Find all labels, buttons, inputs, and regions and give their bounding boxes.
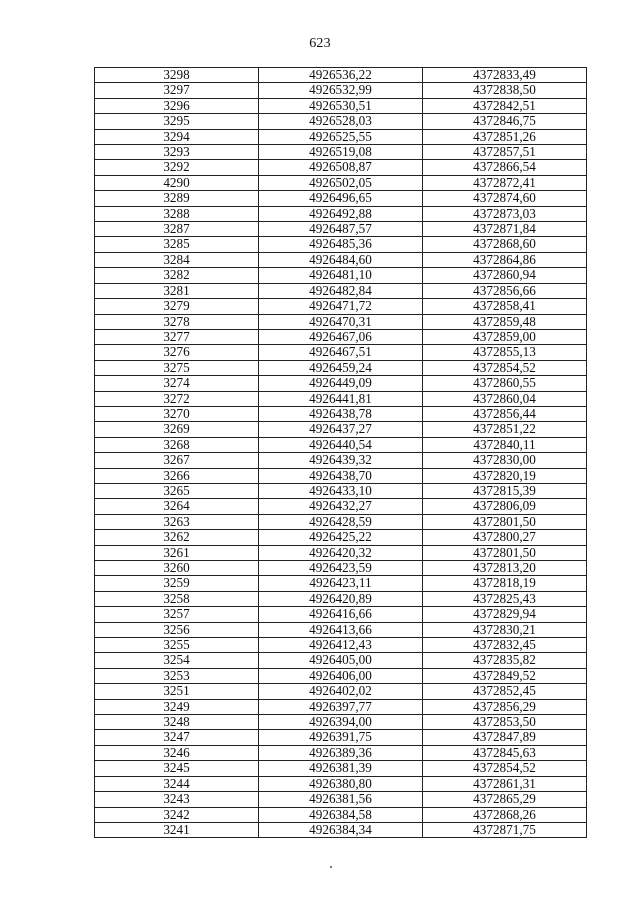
table-row [95,745,587,760]
y-coordinate-cell: 4372865,29 [423,792,587,807]
y-coordinate-cell: 4372818,19 [423,576,587,591]
point-number-cell: 3282 [95,268,259,283]
x-coordinate-cell: 4926536,22 [259,68,423,83]
table-row [95,422,587,437]
y-coordinate-cell: 4372845,63 [423,745,587,760]
y-coordinate-cell: 4372800,27 [423,530,587,545]
table-row [95,345,587,360]
point-number-cell: 3276 [95,345,259,360]
y-coordinate-cell: 4372868,60 [423,237,587,252]
point-number-cell: 3247 [95,730,259,745]
point-number-cell: 3275 [95,360,259,375]
y-coordinate-cell: 4372871,75 [423,822,587,837]
point-number-cell: 3279 [95,299,259,314]
table-row [95,530,587,545]
point-number-cell: 3259 [95,576,259,591]
table-row [95,268,587,283]
y-coordinate-cell: 4372840,11 [423,437,587,452]
point-number-cell: 3264 [95,499,259,514]
y-coordinate-cell: 4372860,55 [423,376,587,391]
stray-dot-mark [330,866,332,868]
x-coordinate-cell: 4926432,27 [259,499,423,514]
x-coordinate-cell: 4926496,65 [259,191,423,206]
y-coordinate-cell: 4372806,09 [423,499,587,514]
x-coordinate-cell: 4926416,66 [259,607,423,622]
point-number-cell: 3270 [95,406,259,421]
point-number-cell: 3277 [95,329,259,344]
table-row [95,807,587,822]
y-coordinate-cell: 4372830,21 [423,622,587,637]
x-coordinate-cell: 4926532,99 [259,83,423,98]
y-coordinate-cell: 4372859,48 [423,314,587,329]
point-number-cell: 3294 [95,129,259,144]
y-coordinate-cell: 4372832,45 [423,638,587,653]
y-coordinate-cell: 4372833,49 [423,68,587,83]
x-coordinate-cell: 4926397,77 [259,699,423,714]
page-number: 623 [309,36,331,51]
y-coordinate-cell: 4372854,52 [423,360,587,375]
point-number-cell: 3267 [95,453,259,468]
y-coordinate-cell: 4372873,03 [423,206,587,221]
table-row [95,776,587,791]
point-number-cell: 3278 [95,314,259,329]
y-coordinate-cell: 4372846,75 [423,114,587,129]
table-row [95,699,587,714]
table-row [95,591,587,606]
x-coordinate-cell: 4926428,59 [259,514,423,529]
table-row [95,622,587,637]
table-row [95,561,587,576]
x-coordinate-cell: 4926413,66 [259,622,423,637]
x-coordinate-cell: 4926438,70 [259,468,423,483]
table-row [95,329,587,344]
y-coordinate-cell: 4372868,26 [423,807,587,822]
y-coordinate-cell: 4372801,50 [423,514,587,529]
x-coordinate-cell: 4926519,08 [259,145,423,160]
point-number-cell: 3297 [95,83,259,98]
table-row [95,715,587,730]
table-row [95,237,587,252]
x-coordinate-cell: 4926467,06 [259,329,423,344]
table-row [95,483,587,498]
x-coordinate-cell: 4926485,36 [259,237,423,252]
table-row [95,668,587,683]
x-coordinate-cell: 4926470,31 [259,314,423,329]
y-coordinate-cell: 4372849,52 [423,668,587,683]
table-row [95,299,587,314]
point-number-cell: 3298 [95,68,259,83]
table-row [95,638,587,653]
point-number-cell: 3242 [95,807,259,822]
table-row [95,761,587,776]
point-number-cell: 3255 [95,638,259,653]
y-coordinate-cell: 4372852,45 [423,684,587,699]
x-coordinate-cell: 4926467,51 [259,345,423,360]
table-row [95,545,587,560]
y-coordinate-cell: 4372820,19 [423,468,587,483]
x-coordinate-cell: 4926384,58 [259,807,423,822]
x-coordinate-cell: 4926440,54 [259,437,423,452]
y-coordinate-cell: 4372825,43 [423,591,587,606]
y-coordinate-cell: 4372838,50 [423,83,587,98]
table-row [95,684,587,699]
table-row [95,499,587,514]
point-number-cell: 3293 [95,145,259,160]
y-coordinate-cell: 4372874,60 [423,191,587,206]
point-number-cell: 3261 [95,545,259,560]
x-coordinate-cell: 4926423,59 [259,561,423,576]
y-coordinate-cell: 4372866,54 [423,160,587,175]
x-coordinate-cell: 4926449,09 [259,376,423,391]
x-coordinate-cell: 4926508,87 [259,160,423,175]
point-number-cell: 3249 [95,699,259,714]
x-coordinate-cell: 4926487,57 [259,222,423,237]
point-number-cell: 3287 [95,222,259,237]
table-row [95,283,587,298]
x-coordinate-cell: 4926459,24 [259,360,423,375]
point-number-cell: 3272 [95,391,259,406]
x-coordinate-cell: 4926471,72 [259,299,423,314]
y-coordinate-cell: 4372872,41 [423,175,587,190]
point-number-cell: 3292 [95,160,259,175]
y-coordinate-cell: 4372859,00 [423,329,587,344]
x-coordinate-cell: 4926438,78 [259,406,423,421]
x-coordinate-cell: 4926420,89 [259,591,423,606]
point-number-cell: 3296 [95,98,259,113]
point-number-cell: 3262 [95,530,259,545]
y-coordinate-cell: 4372861,31 [423,776,587,791]
x-coordinate-cell: 4926381,39 [259,761,423,776]
y-coordinate-cell: 4372830,00 [423,453,587,468]
x-coordinate-cell: 4926406,00 [259,668,423,683]
x-coordinate-cell: 4926391,75 [259,730,423,745]
point-number-cell: 3260 [95,561,259,576]
table-row [95,160,587,175]
point-number-cell: 3245 [95,761,259,776]
point-number-cell: 3241 [95,822,259,837]
y-coordinate-cell: 4372855,13 [423,345,587,360]
point-number-cell: 3289 [95,191,259,206]
table-row [95,607,587,622]
table-row [95,792,587,807]
table-row [95,114,587,129]
x-coordinate-cell: 4926389,36 [259,745,423,760]
point-number-cell: 3253 [95,668,259,683]
x-coordinate-cell: 4926492,88 [259,206,423,221]
point-number-cell: 3288 [95,206,259,221]
table-row [95,83,587,98]
point-number-cell: 3295 [95,114,259,129]
table-row [95,822,587,837]
y-coordinate-cell: 4372864,86 [423,252,587,267]
y-coordinate-cell: 4372835,82 [423,653,587,668]
coordinates-table [94,67,587,838]
x-coordinate-cell: 4926441,81 [259,391,423,406]
table-row [95,98,587,113]
y-coordinate-cell: 4372860,04 [423,391,587,406]
x-coordinate-cell: 4926381,56 [259,792,423,807]
x-coordinate-cell: 4926423,11 [259,576,423,591]
point-number-cell: 3274 [95,376,259,391]
point-number-cell: 3251 [95,684,259,699]
y-coordinate-cell: 4372860,94 [423,268,587,283]
x-coordinate-cell: 4926528,03 [259,114,423,129]
x-coordinate-cell: 4926384,34 [259,822,423,837]
table-row [95,206,587,221]
x-coordinate-cell: 4926412,43 [259,638,423,653]
table-row [95,314,587,329]
table-row [95,129,587,144]
table-row [95,468,587,483]
y-coordinate-cell: 4372871,84 [423,222,587,237]
y-coordinate-cell: 4372856,44 [423,406,587,421]
point-number-cell: 3266 [95,468,259,483]
table-row [95,68,587,83]
point-number-cell: 3263 [95,514,259,529]
y-coordinate-cell: 4372815,39 [423,483,587,498]
point-number-cell: 3256 [95,622,259,637]
x-coordinate-cell: 4926402,02 [259,684,423,699]
point-number-cell: 3265 [95,483,259,498]
x-coordinate-cell: 4926481,10 [259,268,423,283]
x-coordinate-cell: 4926425,22 [259,530,423,545]
y-coordinate-cell: 4372854,52 [423,761,587,776]
y-coordinate-cell: 4372851,22 [423,422,587,437]
x-coordinate-cell: 4926380,80 [259,776,423,791]
point-number-cell: 3269 [95,422,259,437]
table-row [95,376,587,391]
y-coordinate-cell: 4372801,50 [423,545,587,560]
point-number-cell: 3268 [95,437,259,452]
y-coordinate-cell: 4372853,50 [423,715,587,730]
point-number-cell: 3254 [95,653,259,668]
point-number-cell: 3246 [95,745,259,760]
x-coordinate-cell: 4926420,32 [259,545,423,560]
point-number-cell: 3243 [95,792,259,807]
y-coordinate-cell: 4372851,26 [423,129,587,144]
point-number-cell: 3257 [95,607,259,622]
x-coordinate-cell: 4926484,60 [259,252,423,267]
table-row [95,191,587,206]
x-coordinate-cell: 4926502,05 [259,175,423,190]
coordinates-table-body [95,68,587,838]
table-row [95,252,587,267]
table-row [95,360,587,375]
x-coordinate-cell: 4926439,32 [259,453,423,468]
table-row [95,391,587,406]
table-row [95,437,587,452]
x-coordinate-cell: 4926405,00 [259,653,423,668]
point-number-cell: 3285 [95,237,259,252]
y-coordinate-cell: 4372856,66 [423,283,587,298]
point-number-cell: 3248 [95,715,259,730]
y-coordinate-cell: 4372847,89 [423,730,587,745]
point-number-cell: 4290 [95,175,259,190]
table-row [95,453,587,468]
x-coordinate-cell: 4926437,27 [259,422,423,437]
x-coordinate-cell: 4926433,10 [259,483,423,498]
table-row [95,145,587,160]
x-coordinate-cell: 4926394,00 [259,715,423,730]
y-coordinate-cell: 4372858,41 [423,299,587,314]
table-row [95,514,587,529]
table-row [95,730,587,745]
x-coordinate-cell: 4926525,55 [259,129,423,144]
point-number-cell: 3284 [95,252,259,267]
table-row [95,406,587,421]
x-coordinate-cell: 4926482,84 [259,283,423,298]
point-number-cell: 3258 [95,591,259,606]
table-row [95,576,587,591]
y-coordinate-cell: 4372857,51 [423,145,587,160]
table-row [95,222,587,237]
x-coordinate-cell: 4926530,51 [259,98,423,113]
y-coordinate-cell: 4372842,51 [423,98,587,113]
table-row [95,175,587,190]
y-coordinate-cell: 4372813,20 [423,561,587,576]
y-coordinate-cell: 4372829,94 [423,607,587,622]
point-number-cell: 3244 [95,776,259,791]
table-row [95,653,587,668]
point-number-cell: 3281 [95,283,259,298]
y-coordinate-cell: 4372856,29 [423,699,587,714]
